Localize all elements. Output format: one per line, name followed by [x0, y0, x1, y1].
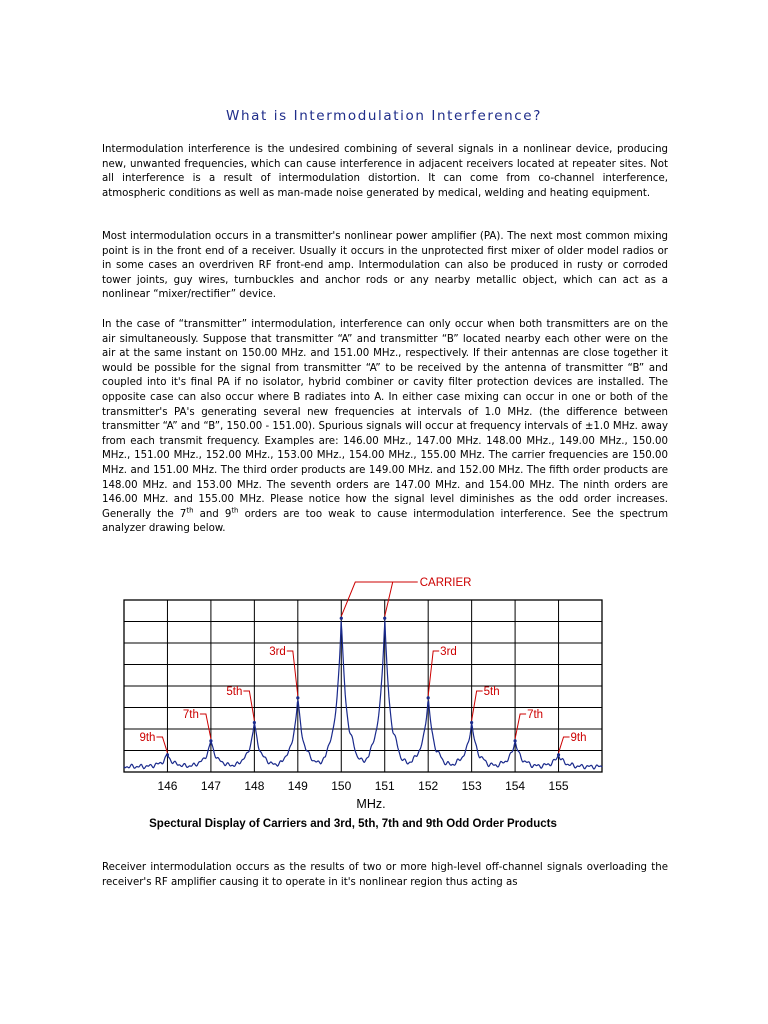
- annotation-5th-153: 5th: [483, 686, 500, 698]
- leader-5th-153: [472, 691, 483, 721]
- peak-marker-151: [383, 617, 386, 620]
- leader-7th-154: [515, 714, 526, 739]
- leader-carrier-151: [385, 582, 393, 616]
- peak-marker-150: [340, 617, 343, 620]
- peak-marker-147: [209, 739, 212, 742]
- paragraph-transmitter-intermod: [102, 318, 668, 537]
- leader-7th-147: [200, 714, 211, 739]
- x-axis-label: MHz.: [356, 797, 386, 811]
- chart-caption: Spectural Display of Carriers and 3rd, 5th, 7th and 9th Odd Order Products: [149, 818, 557, 830]
- tick-label-146: 146: [157, 779, 178, 793]
- annotation-carrier: CARRIER: [419, 577, 472, 589]
- tick-label-148: 148: [244, 779, 265, 793]
- spectrum-chart: [100, 568, 610, 838]
- peak-marker-153: [470, 721, 473, 724]
- p3-superscript-2: th: [231, 506, 239, 515]
- tick-label-151: 151: [374, 779, 395, 793]
- annotation-9th-146: 9th: [139, 732, 156, 744]
- tick-label-153: 153: [461, 779, 482, 793]
- leader-5th-148: [243, 691, 254, 721]
- p3-superscript-1: th: [186, 506, 194, 515]
- tick-label-155: 155: [548, 779, 569, 793]
- leader-3rd-149: [287, 651, 298, 696]
- peak-marker-149: [296, 696, 299, 699]
- p3-text-end: orders are too weak to cause intermodulation interference. See the spectrum analyzer drawing below.: [102, 508, 669, 535]
- annotation-5th-148: 5th: [226, 686, 243, 698]
- peak-marker-152: [427, 696, 430, 699]
- tick-label-149: 149: [287, 779, 308, 793]
- p3-text-main: In the case of “transmitter” intermodulation, interference can only occur when both transmitters are on the air simultaneously. Suppose that transmitter “A” and transmitter “B” located nearby each other were on the air at the same instant on 150.00 MHz. and 151.00 MHz., respectively. If their antennas are close together it would be possible for the signal from transmitter “A” to be received by the antenna of transmitter “B” and coupled into it's final PA if no isolator, hybrid combiner or cavity filter protection devices are installed. The opposite case can also occur where B radiates into A. In either case mixing can occur in one or both of the transmitter's PA's generating several new frequencies at intervals of 1.0 MHz. (the difference between transmitter “A” and “B”, 150.00 - 151.00). Spurious signals will occur at frequency intervals of ±1.0 MHz. away from each transmit frequency. Examples are: 146.00 MHz., 147.00 MHz. 148.00 MHz., 149.00 MHz., 150.00 MHz., 151.00 MHz., 152.00 MHz., 153.00 MHz., 154.00 MHz., 155.00 MHz. The carrier frequencies are 150.00 MHz. and 151.00 MHz. The third order products are 149.00 MHz. and 152.00 MHz. The fifth order products are 148.00 MHz. and 153.00 MHz. The seventh orders are 147.00 MHz. and 154.00 MHz. The ninth orders are 146.00 MHz. and 155.00 MHz. Please notice how the signal level diminishes as the odd order increases. Generally the 7: [102, 319, 668, 520]
- annotation-3rd-152: 3rd: [440, 646, 457, 658]
- p3-text-mid: and 9: [193, 508, 232, 520]
- annotation-9th-155: 9th: [570, 732, 587, 744]
- paragraph-mixing-points: Most intermodulation occurs in a transmitter's nonlinear power amplifier (PA). The next most common mixing point is in the front end of a receiver. Usually it occurs in the unprotected first mixer of older model radios or in some cases an overdriven RF front-end amp. Intermodulation can also be produced in rusty or corroded tower joints, guy wires, turnbuckles and anchor rods or any nearby metallic object, which can act as a nonlinear “mixer/rectifier” device.: [102, 231, 668, 301]
- chart-tick-labels: [157, 779, 568, 793]
- peak-marker-154: [513, 739, 516, 742]
- peak-marker-146: [166, 753, 169, 756]
- annotation-3rd-149: 3rd: [269, 646, 286, 658]
- page-title: What is Intermodulation Interference?: [226, 108, 542, 124]
- tick-label-152: 152: [418, 779, 439, 793]
- chart-trace-group: [124, 617, 602, 769]
- paragraph-intro: Intermodulation interference is the undesired combining of several signals in a nonlinear device, producing new, unwanted frequencies, which can cause interference in adjacent receivers located at repeater sites. Not all interference is a result of intermodulation distortion. It can come from co-channel interference, atmospheric conditions as well as man-made noise generated by medical, welding and heating equipment.: [102, 144, 668, 199]
- annotation-7th-154: 7th: [527, 709, 544, 721]
- annotation-7th-147: 7th: [182, 709, 199, 721]
- tick-label-150: 150: [331, 779, 352, 793]
- paragraph-receiver-intermod: Receiver intermodulation occurs as the results of two or more high-level off-channel signals overloading the receiver's RF amplifier causing it to operate in it's nonlinear region thus acting as: [102, 862, 668, 888]
- tick-label-154: 154: [505, 779, 526, 793]
- peak-marker-155: [557, 753, 560, 756]
- leader-3rd-152: [428, 651, 439, 696]
- peak-marker-148: [253, 721, 256, 724]
- tick-label-147: 147: [200, 779, 221, 793]
- leader-carrier-150: [341, 582, 417, 616]
- chart-grid: [124, 600, 602, 772]
